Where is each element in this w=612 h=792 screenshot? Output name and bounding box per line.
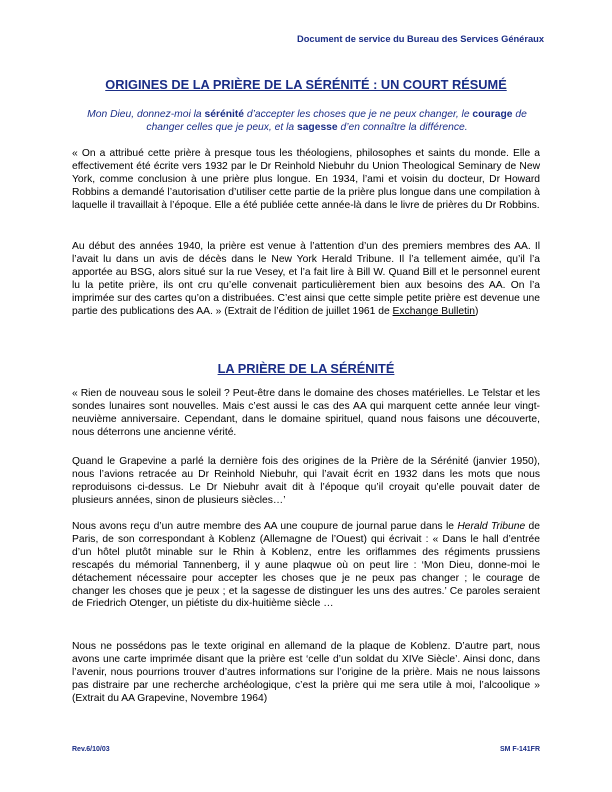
prayer-paragraph-3-rest: de Paris, de son correspondant à Koblenz (Allemagne de l’Ouest) qui écrivait : « Dans le hall d’entrée d’un hôtel plutôt minable sur le Rhin à Koblenz, entre les oriflammes des régiments prussiens rescapés du mémorial Tannenberg, il y aune plaqwue où on peut lire : ‘Mon Dieu, donne-moi le détachement nécessaire pour accepter les choses que je ne peux pas changer ; le courage de changer les choses que je peux ; et la sagesse de distinguer les uns des autres.’ Ce paroles seraient de Friedrich Otenger, un piétiste du dix-huitième siècle … <box>72 521 540 610</box>
prayer-paragraph-1: « Rien de nouveau sous le soleil ? Peut-être dans le domaine des choses matérielles. Le Telstar et les sondes lunaires sont nouvelles. Mais c’est aussi le cas des AA qui marquent cette année leur vingt-neuvième anniversaire. Cependant, dans le domaine spirituel, quand nous faisons une découverte, nous déterrons une ancienne vérité. <box>72 388 540 438</box>
prayer-word-courage: courage <box>472 109 513 120</box>
serenity-prayer-quote <box>80 108 534 134</box>
footer-revision: Rev.6/10/03 <box>72 746 110 753</box>
prayer-paragraph-3 <box>72 521 540 611</box>
prayer-paragraph-2: Quand le Grapevine a parlé la dernière fois des origines de la Prière de la Sérénité (janvier 1950), nous l’avions retracée au Dr Reinhold Niebuhr, qui l’avait écrit en 1932 dans les mots que nous reproduisons ci-dessus. Le Dr Niebuhr avait dit à l’époque qu’il croyait qu’elle pouvait dater de plusieurs années, sinon de plusieurs siècles…’ <box>72 456 540 506</box>
origins-paragraph-2 <box>72 241 540 318</box>
exchange-bulletin-title: Exchange Bulletin <box>392 305 475 317</box>
prayer-paragraph-4: Nous ne possédons pas le texte original en allemand de la plaque de Koblenz. D’autre part, nous avons une carte imprimée disant que la prière est ‘celle d’un soldat du XIVe Siècle’. Ainsi donc, dans l’avenir, nous pourrions trouver d’autres informations sur l’origine de la prière. Mais ne nous laissons pas distraire par une recherche archéologique, c’est la prière qui me sera utile à moi, l’alcoolique » (Extrait du AA Grapevine, Novembre 1964) <box>72 641 540 704</box>
document-header: Document de service du Bureau des Services Généraux <box>297 34 544 44</box>
prayer-paragraph-3-start: Nous avons reçu d’un autre membre des AA une coupure de journal parue dans le <box>72 521 458 532</box>
origins-paragraph-2-end: ) <box>474 305 479 317</box>
prayer-part: d’accepter les choses que je ne peux changer, le <box>244 109 473 120</box>
prayer-word-serenity: sérénité <box>204 109 245 120</box>
section-title-origins: ORIGINES DE LA PRIÈRE DE LA SÉRÉNITÉ : UN COURT RÉSUMÉ <box>105 77 507 92</box>
prayer-part: de changer celles que je peux, et la <box>146 109 527 133</box>
origins-paragraph-2-text: Au début des années 1940, la prière est venue à l’attention d’un des premiers membres des AA. Il l’avait lu dans un avis de décès dans le New York Herald Tribune. Il l’a tellement aimée, qu’il l’a apportée au BSG, alors situé sur la rue Vesey, et l’a fait lire à Bill W. Quand Bill et le personnel eurent lu la petite prière, ils ont cru qu’elle convenait particulièrement bien aux besoins des AA. On l’a imprimée sur des cartes qu’on a distribuées. C’est ainsi que cette simple petite prière est devenue une partie des publications des AA. » (Extrait de l’édition de juillet 1961 de <box>72 241 540 317</box>
prayer-part: d’en connaître la différence. <box>337 122 468 133</box>
prayer-part: Mon Dieu, donnez-moi la <box>87 109 205 120</box>
origins-paragraph-1: « On a attribué cette prière à presque tous les théologiens, philosophes et saints du monde. Elle a effectivement été écrite vers 1932 par le Dr Reinhold Niebuhr du Union Theological Seminary de New York, comme conclusion à une prière plus longue. En 1934, l’ami et voisin du docteur, Dr Howard Robbins a demandé l’autorisation d’utiliser cette partie de la prière plus longue dans une compilation à laquelle il travaillait à l’époque. Elle a été publiée cette année-là dans le livre de prières du Dr Robbins. <box>72 148 540 211</box>
herald-tribune-title: Herald Tribune <box>457 521 526 532</box>
footer-doc-code: SM F-141FR <box>499 746 540 753</box>
section-title-prayer: LA PRIÈRE DE LA SÉRÉNITÉ <box>217 361 395 376</box>
prayer-word-wisdom: sagesse <box>296 122 338 133</box>
